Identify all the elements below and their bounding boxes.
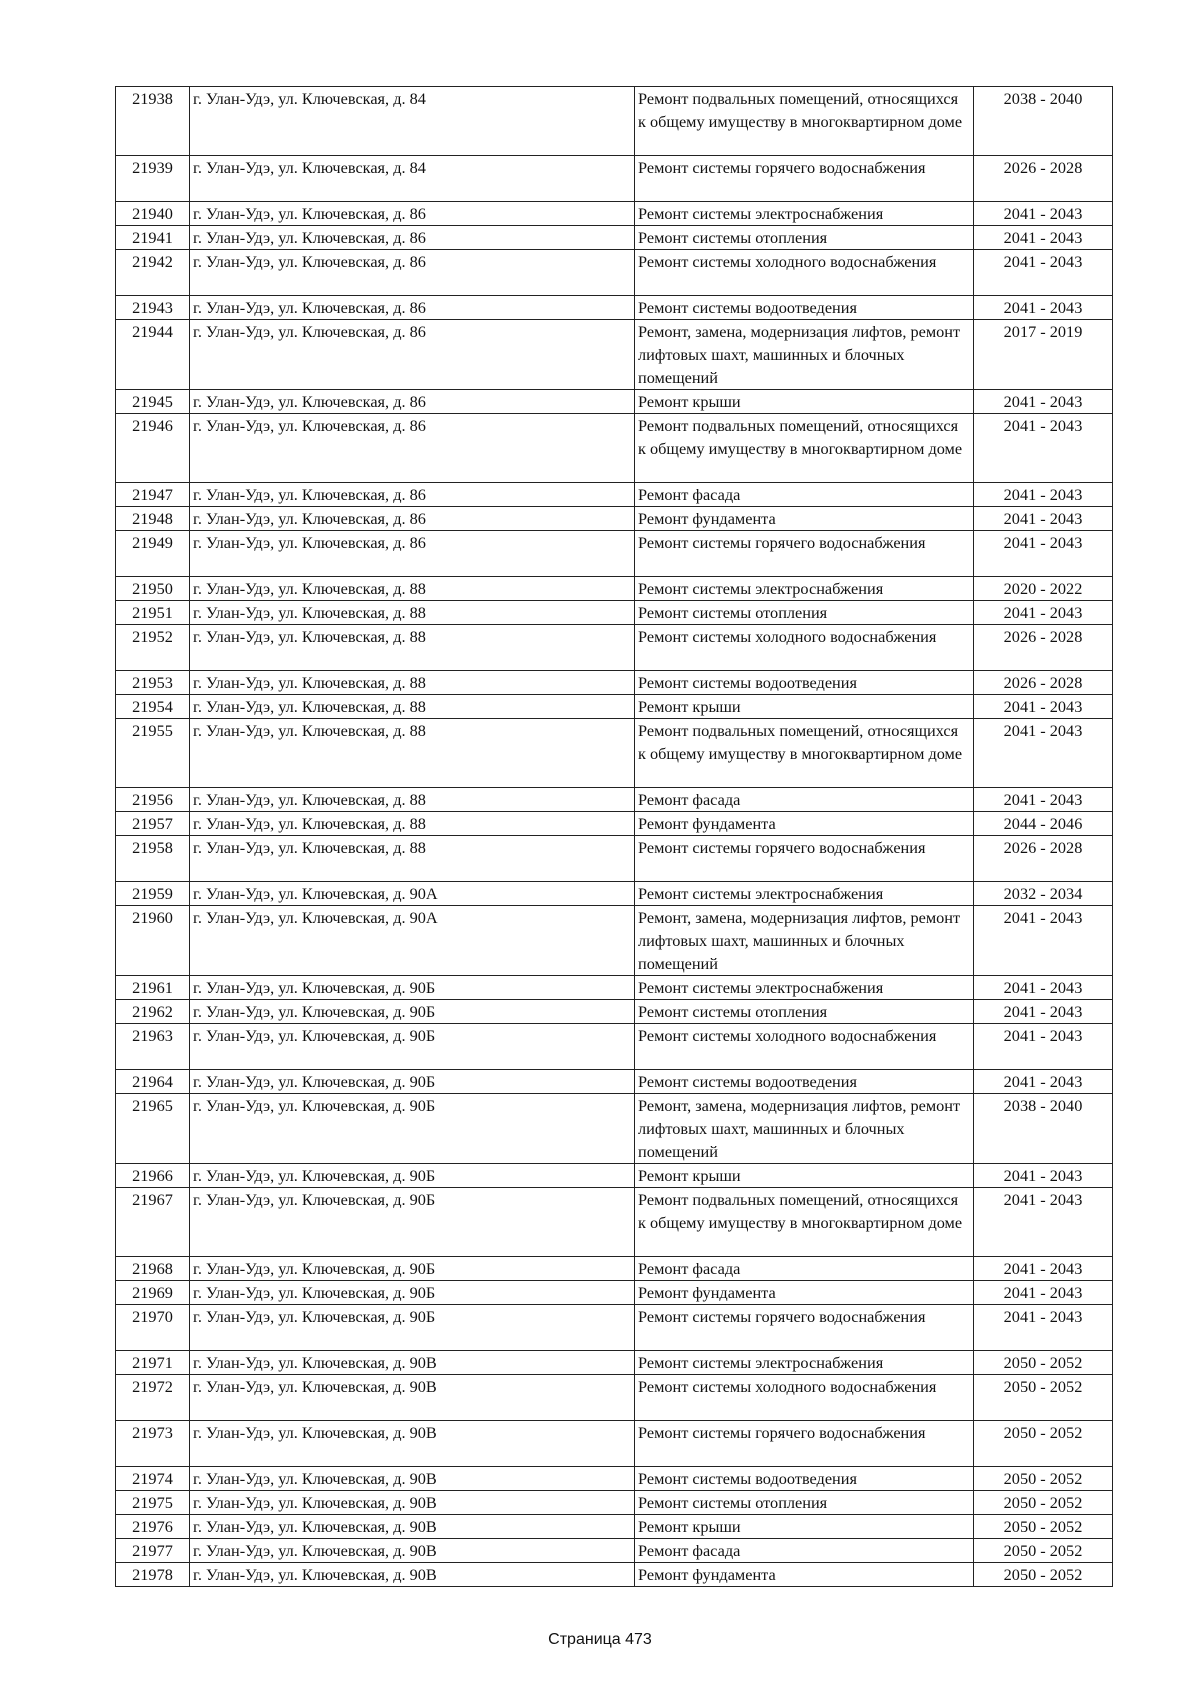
work-type-cell: Ремонт, замена, модернизация лифтов, ремонт лифтовых шахт, машинных и блочных помещений [635,1094,974,1164]
work-type-cell: Ремонт подвальных помещений, относящихся к общему имуществу в многоквартирном доме [635,87,974,156]
record-number-cell: 21941 [116,226,190,250]
table-row [116,1421,1113,1467]
table-row [116,1305,1113,1351]
record-number-cell: 21965 [116,1094,190,1164]
record-number-cell: 21959 [116,882,190,906]
work-type-cell: Ремонт фасада [635,1539,974,1563]
address-cell: г. Улан-Удэ, ул. Ключевская, д. 86 [190,390,635,414]
work-type-cell: Ремонт системы горячего водоснабжения [635,1421,974,1467]
period-cell: 2026 - 2028 [974,156,1113,202]
period-cell: 2026 - 2028 [974,836,1113,882]
period-cell: 2041 - 2043 [974,906,1113,976]
address-cell: г. Улан-Удэ, ул. Ключевская, д. 90Б [190,1188,635,1257]
period-cell: 2050 - 2052 [974,1375,1113,1421]
record-number-cell: 21961 [116,976,190,1000]
table-row [116,719,1113,788]
record-number-cell: 21963 [116,1024,190,1070]
work-type-cell: Ремонт системы электроснабжения [635,976,974,1000]
period-cell: 2050 - 2052 [974,1539,1113,1563]
table-row [116,836,1113,882]
work-type-cell: Ремонт фундамента [635,1563,974,1587]
record-number-cell: 21957 [116,812,190,836]
address-cell: г. Улан-Удэ, ул. Ключевская, д. 90В [190,1351,635,1375]
table-row [116,414,1113,483]
table-row [116,1094,1113,1164]
record-number-cell: 21974 [116,1467,190,1491]
address-cell: г. Улан-Удэ, ул. Ключевская, д. 88 [190,812,635,836]
table-row [116,976,1113,1000]
address-cell: г. Улан-Удэ, ул. Ключевская, д. 88 [190,577,635,601]
work-type-cell: Ремонт подвальных помещений, относящихся к общему имуществу в многоквартирном доме [635,414,974,483]
period-cell: 2041 - 2043 [974,1281,1113,1305]
record-number-cell: 21977 [116,1539,190,1563]
address-cell: г. Улан-Удэ, ул. Ключевская, д. 90В [190,1539,635,1563]
record-number-cell: 21954 [116,695,190,719]
page-number: Страница 473 [548,1631,652,1648]
period-cell: 2050 - 2052 [974,1563,1113,1587]
record-number-cell: 21972 [116,1375,190,1421]
period-cell: 2041 - 2043 [974,483,1113,507]
address-cell: г. Улан-Удэ, ул. Ключевская, д. 84 [190,156,635,202]
record-number-cell: 21967 [116,1188,190,1257]
period-cell: 2038 - 2040 [974,87,1113,156]
work-type-cell: Ремонт системы электроснабжения [635,577,974,601]
period-cell: 2041 - 2043 [974,531,1113,577]
period-cell: 2041 - 2043 [974,250,1113,296]
table-row [116,296,1113,320]
record-number-cell: 21946 [116,414,190,483]
period-cell: 2044 - 2046 [974,812,1113,836]
record-number-cell: 21964 [116,1070,190,1094]
work-type-cell: Ремонт системы горячего водоснабжения [635,531,974,577]
record-number-cell: 21976 [116,1515,190,1539]
record-number-cell: 21953 [116,671,190,695]
table-row [116,1000,1113,1024]
record-number-cell: 21942 [116,250,190,296]
period-cell: 2038 - 2040 [974,1094,1113,1164]
period-cell: 2041 - 2043 [974,390,1113,414]
period-cell: 2017 - 2019 [974,320,1113,390]
address-cell: г. Улан-Удэ, ул. Ключевская, д. 86 [190,531,635,577]
table-row [116,1070,1113,1094]
address-cell: г. Улан-Удэ, ул. Ключевская, д. 88 [190,601,635,625]
table-row [116,906,1113,976]
work-type-cell: Ремонт системы холодного водоснабжения [635,250,974,296]
table-row [116,601,1113,625]
table-row [116,1257,1113,1281]
table-row [116,531,1113,577]
period-cell: 2041 - 2043 [974,414,1113,483]
record-number-cell: 21975 [116,1491,190,1515]
period-cell: 2020 - 2022 [974,577,1113,601]
table-row [116,1164,1113,1188]
work-type-cell: Ремонт системы отопления [635,226,974,250]
work-type-cell: Ремонт системы горячего водоснабжения [635,836,974,882]
address-cell: г. Улан-Удэ, ул. Ключевская, д. 88 [190,719,635,788]
table-row [116,1467,1113,1491]
period-cell: 2041 - 2043 [974,507,1113,531]
table-row [116,882,1113,906]
record-number-cell: 21947 [116,483,190,507]
address-cell: г. Улан-Удэ, ул. Ключевская, д. 90Б [190,976,635,1000]
address-cell: г. Улан-Удэ, ул. Ключевская, д. 90В [190,1491,635,1515]
record-number-cell: 21970 [116,1305,190,1351]
record-number-cell: 21955 [116,719,190,788]
record-number-cell: 21973 [116,1421,190,1467]
record-number-cell: 21960 [116,906,190,976]
work-type-cell: Ремонт фасада [635,788,974,812]
record-number-cell: 21969 [116,1281,190,1305]
record-number-cell: 21940 [116,202,190,226]
work-type-cell: Ремонт системы отопления [635,1491,974,1515]
table-row [116,695,1113,719]
work-type-cell: Ремонт системы холодного водоснабжения [635,1375,974,1421]
period-cell: 2041 - 2043 [974,788,1113,812]
work-type-cell: Ремонт крыши [635,1515,974,1539]
work-type-cell: Ремонт фундамента [635,507,974,531]
address-cell: г. Улан-Удэ, ул. Ключевская, д. 88 [190,836,635,882]
period-cell: 2032 - 2034 [974,882,1113,906]
record-number-cell: 21978 [116,1563,190,1587]
table-row [116,250,1113,296]
period-cell: 2050 - 2052 [974,1491,1113,1515]
address-cell: г. Улан-Удэ, ул. Ключевская, д. 88 [190,625,635,671]
record-number-cell: 21968 [116,1257,190,1281]
period-cell: 2041 - 2043 [974,226,1113,250]
work-type-cell: Ремонт системы водоотведения [635,1070,974,1094]
record-number-cell: 21945 [116,390,190,414]
period-cell: 2041 - 2043 [974,296,1113,320]
record-number-cell: 21938 [116,87,190,156]
record-number-cell: 21956 [116,788,190,812]
work-type-cell: Ремонт фасада [635,483,974,507]
table-row [116,1024,1113,1070]
record-number-cell: 21958 [116,836,190,882]
table-row [116,788,1113,812]
record-number-cell: 21966 [116,1164,190,1188]
table-row [116,226,1113,250]
address-cell: г. Улан-Удэ, ул. Ключевская, д. 84 [190,87,635,156]
table-row [116,812,1113,836]
address-cell: г. Улан-Удэ, ул. Ключевская, д. 88 [190,671,635,695]
work-type-cell: Ремонт подвальных помещений, относящихся к общему имуществу в многоквартирном доме [635,719,974,788]
period-cell: 2050 - 2052 [974,1421,1113,1467]
table-row [116,87,1113,156]
address-cell: г. Улан-Удэ, ул. Ключевская, д. 86 [190,320,635,390]
address-cell: г. Улан-Удэ, ул. Ключевская, д. 86 [190,296,635,320]
table-row [116,202,1113,226]
address-cell: г. Улан-Удэ, ул. Ключевская, д. 90Б [190,1305,635,1351]
work-type-cell: Ремонт системы холодного водоснабжения [635,1024,974,1070]
address-cell: г. Улан-Удэ, ул. Ключевская, д. 88 [190,695,635,719]
period-cell: 2041 - 2043 [974,1305,1113,1351]
table-row [116,1563,1113,1587]
period-cell: 2041 - 2043 [974,1024,1113,1070]
table-row [116,1188,1113,1257]
address-cell: г. Улан-Удэ, ул. Ключевская, д. 86 [190,483,635,507]
period-cell: 2041 - 2043 [974,695,1113,719]
address-cell: г. Улан-Удэ, ул. Ключевская, д. 90В [190,1375,635,1421]
address-cell: г. Улан-Удэ, ул. Ключевская, д. 86 [190,226,635,250]
work-type-cell: Ремонт системы отопления [635,601,974,625]
work-type-cell: Ремонт системы водоотведения [635,1467,974,1491]
work-type-cell: Ремонт системы электроснабжения [635,882,974,906]
period-cell: 2041 - 2043 [974,1164,1113,1188]
period-cell: 2041 - 2043 [974,719,1113,788]
address-cell: г. Улан-Удэ, ул. Ключевская, д. 90А [190,882,635,906]
address-cell: г. Улан-Удэ, ул. Ключевская, д. 86 [190,414,635,483]
period-cell: 2026 - 2028 [974,671,1113,695]
table-row [116,1281,1113,1305]
address-cell: г. Улан-Удэ, ул. Ключевская, д. 90А [190,906,635,976]
table-row [116,1491,1113,1515]
work-type-cell: Ремонт системы холодного водоснабжения [635,625,974,671]
table-row [116,671,1113,695]
work-type-cell: Ремонт подвальных помещений, относящихся к общему имуществу в многоквартирном доме [635,1188,974,1257]
work-type-cell: Ремонт системы горячего водоснабжения [635,1305,974,1351]
period-cell: 2041 - 2043 [974,976,1113,1000]
table-row [116,320,1113,390]
work-type-cell: Ремонт системы водоотведения [635,296,974,320]
address-cell: г. Улан-Удэ, ул. Ключевская, д. 90Б [190,1094,635,1164]
address-cell: г. Улан-Удэ, ул. Ключевская, д. 86 [190,250,635,296]
table-row [116,1539,1113,1563]
period-cell: 2026 - 2028 [974,625,1113,671]
address-cell: г. Улан-Удэ, ул. Ключевская, д. 90В [190,1467,635,1491]
address-cell: г. Улан-Удэ, ул. Ключевская, д. 86 [190,507,635,531]
work-type-cell: Ремонт системы водоотведения [635,671,974,695]
period-cell: 2041 - 2043 [974,601,1113,625]
address-cell: г. Улан-Удэ, ул. Ключевская, д. 90Б [190,1024,635,1070]
table-row [116,1351,1113,1375]
address-cell: г. Улан-Удэ, ул. Ключевская, д. 88 [190,788,635,812]
period-cell: 2041 - 2043 [974,1000,1113,1024]
table-row [116,625,1113,671]
work-type-cell: Ремонт фасада [635,1257,974,1281]
record-number-cell: 21948 [116,507,190,531]
address-cell: г. Улан-Удэ, ул. Ключевская, д. 90Б [190,1070,635,1094]
work-type-cell: Ремонт, замена, модернизация лифтов, ремонт лифтовых шахт, машинных и блочных помещений [635,320,974,390]
work-type-cell: Ремонт системы электроснабжения [635,1351,974,1375]
work-type-cell: Ремонт системы электроснабжения [635,202,974,226]
work-type-cell: Ремонт, замена, модернизация лифтов, ремонт лифтовых шахт, машинных и блочных помещений [635,906,974,976]
address-cell: г. Улан-Удэ, ул. Ключевская, д. 90В [190,1421,635,1467]
record-number-cell: 21939 [116,156,190,202]
record-number-cell: 21949 [116,531,190,577]
record-number-cell: 21951 [116,601,190,625]
address-cell: г. Улан-Удэ, ул. Ключевская, д. 90Б [190,1164,635,1188]
table-row [116,483,1113,507]
period-cell: 2050 - 2052 [974,1351,1113,1375]
period-cell: 2041 - 2043 [974,202,1113,226]
record-number-cell: 21952 [116,625,190,671]
table-body [116,87,1113,1587]
address-cell: г. Улан-Удэ, ул. Ключевская, д. 90Б [190,1281,635,1305]
work-type-cell: Ремонт крыши [635,695,974,719]
address-cell: г. Улан-Удэ, ул. Ключевская, д. 90В [190,1563,635,1587]
period-cell: 2050 - 2052 [974,1467,1113,1491]
table-row [116,577,1113,601]
period-cell: 2041 - 2043 [974,1070,1113,1094]
work-type-cell: Ремонт системы горячего водоснабжения [635,156,974,202]
work-type-cell: Ремонт системы отопления [635,1000,974,1024]
work-type-cell: Ремонт фундамента [635,812,974,836]
table-row [116,507,1113,531]
record-number-cell: 21943 [116,296,190,320]
period-cell: 2041 - 2043 [974,1257,1113,1281]
work-type-cell: Ремонт крыши [635,390,974,414]
address-cell: г. Улан-Удэ, ул. Ключевская, д. 90В [190,1515,635,1539]
period-cell: 2041 - 2043 [974,1188,1113,1257]
address-cell: г. Улан-Удэ, ул. Ключевская, д. 90Б [190,1257,635,1281]
table-row [116,156,1113,202]
record-number-cell: 21944 [116,320,190,390]
repair-schedule-table [115,86,1113,1587]
address-cell: г. Улан-Удэ, ул. Ключевская, д. 86 [190,202,635,226]
table-row [116,390,1113,414]
record-number-cell: 21971 [116,1351,190,1375]
record-number-cell: 21962 [116,1000,190,1024]
work-type-cell: Ремонт фундамента [635,1281,974,1305]
address-cell: г. Улан-Удэ, ул. Ключевская, д. 90Б [190,1000,635,1024]
table-row [116,1375,1113,1421]
table-row [116,1515,1113,1539]
record-number-cell: 21950 [116,577,190,601]
work-type-cell: Ремонт крыши [635,1164,974,1188]
period-cell: 2050 - 2052 [974,1515,1113,1539]
